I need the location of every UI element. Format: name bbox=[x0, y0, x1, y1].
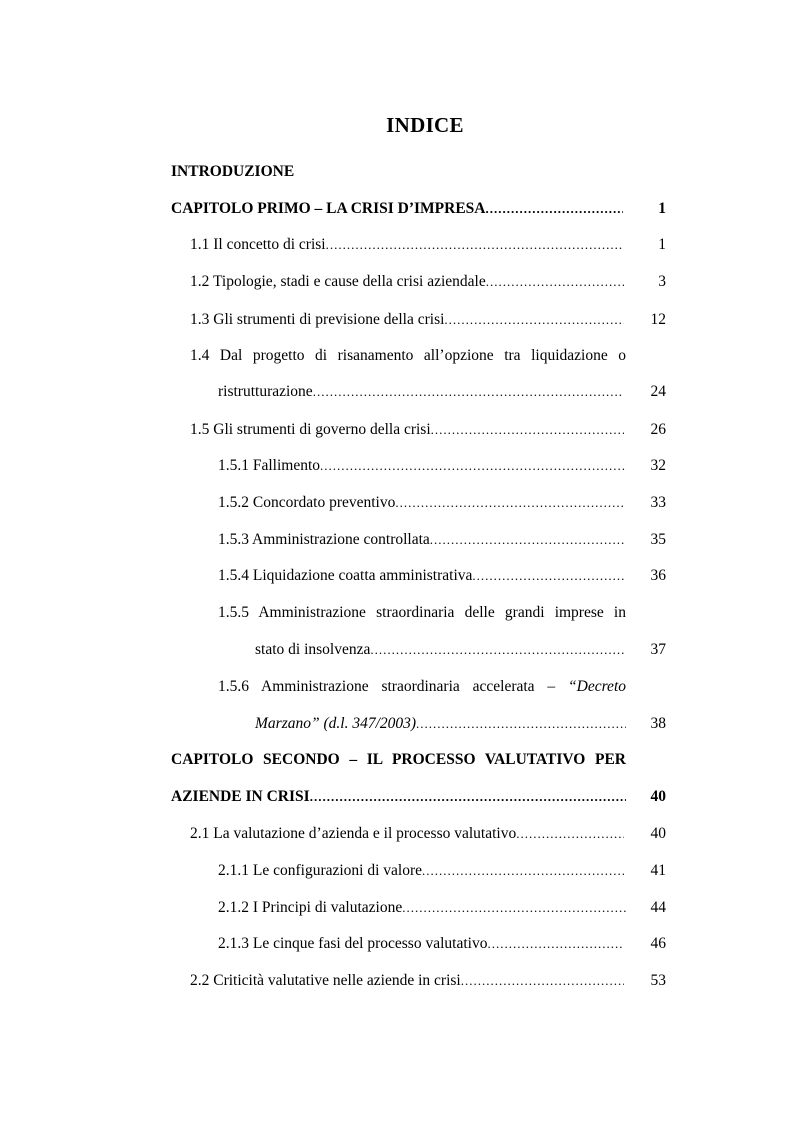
dot-leader bbox=[485, 201, 623, 217]
toc-entry-page: 35 bbox=[650, 531, 666, 548]
toc-entry-1-5-6-line1 bbox=[218, 678, 626, 696]
toc-chapter-2-line1: CAPITOLO SECONDO – IL PROCESSO VALUTATIVO PER bbox=[171, 751, 626, 768]
dot-leader bbox=[516, 826, 624, 842]
toc-entry-page: 26 bbox=[650, 421, 666, 438]
toc-entry-label: 1.5.4 Liquidazione coatta amministrativa bbox=[218, 567, 473, 584]
toc-entry-page: 24 bbox=[650, 383, 666, 400]
toc-entry-label: 2.1.2 I Principi di valutazione bbox=[218, 899, 403, 916]
toc-entry-1-1 bbox=[190, 236, 624, 258]
toc-entry-page: 41 bbox=[650, 862, 666, 879]
toc-entry-1-5-3 bbox=[218, 531, 624, 553]
toc-entry-1-5-1 bbox=[218, 457, 626, 479]
dot-leader bbox=[430, 532, 624, 548]
toc-introduction: INTRODUZIONE bbox=[171, 163, 295, 180]
toc-entry-page: 33 bbox=[650, 494, 666, 511]
dot-leader bbox=[402, 900, 626, 916]
toc-chapter-1-title: CAPITOLO PRIMO – LA CRISI D’IMPRESA bbox=[171, 200, 486, 217]
dot-leader bbox=[320, 458, 626, 474]
toc-entry-page: 36 bbox=[650, 567, 666, 584]
toc-entry-label: 2.2 Criticità valutative nelle aziende in crisi bbox=[190, 972, 461, 989]
toc-entry-label: 1.2 Tipologie, stadi e cause della crisi aziendale bbox=[190, 273, 486, 290]
toc-entry-1-3 bbox=[190, 311, 624, 333]
toc-entry-2-1-2 bbox=[218, 899, 626, 921]
toc-entry-page: 12 bbox=[650, 311, 666, 328]
toc-entry-1-5-5-line1: 1.5.5 Amministrazione straordinaria delle grandi imprese in bbox=[218, 604, 626, 621]
toc-entry-page: 1 bbox=[658, 236, 666, 253]
toc-entry-1-5-2 bbox=[218, 494, 624, 516]
dot-leader bbox=[487, 936, 624, 952]
toc-entry-page: 40 bbox=[650, 825, 666, 842]
toc-entry-2-1-3 bbox=[218, 935, 624, 957]
dot-leader bbox=[416, 716, 626, 732]
dot-leader bbox=[422, 863, 624, 879]
dot-leader bbox=[310, 789, 626, 805]
toc-chapter-2 bbox=[171, 788, 626, 810]
toc-entry-label-italic: “Decreto bbox=[568, 678, 626, 695]
toc-entry-page: 38 bbox=[650, 715, 666, 732]
toc-entry-1-5-5 bbox=[255, 641, 624, 663]
toc-entry-2-2 bbox=[190, 972, 624, 994]
dot-leader bbox=[486, 274, 624, 290]
toc-chapter-1 bbox=[171, 200, 623, 222]
toc-entry-label: ristrutturazione bbox=[218, 383, 313, 400]
toc-entry-label: 1.5.3 Amministrazione controllata bbox=[218, 531, 430, 548]
toc-chapter-2-page: 40 bbox=[650, 788, 666, 805]
dot-leader bbox=[472, 568, 626, 584]
dot-leader bbox=[431, 422, 624, 438]
toc-entry-label: 1.1 Il concetto di crisi bbox=[190, 236, 326, 253]
toc-entry-page: 37 bbox=[650, 641, 666, 658]
toc-entry-page: 32 bbox=[650, 457, 666, 474]
toc-entry-2-1 bbox=[190, 825, 624, 847]
toc-entry-label: 1.5.2 Concordato preventivo bbox=[218, 494, 396, 511]
toc-entry-1-2 bbox=[190, 273, 624, 295]
toc-entry-label: 2.1.3 Le cinque fasi del processo valutativo bbox=[218, 935, 488, 952]
toc-entry-1-5 bbox=[190, 421, 624, 443]
toc-entry-page: 3 bbox=[658, 273, 666, 290]
toc-entry-label: 1.5.6 Amministrazione straordinaria accelerata – bbox=[218, 678, 569, 695]
toc-chapter-2-title: AZIENDE IN CRISI bbox=[171, 788, 310, 805]
toc-entry-1-4-line1: 1.4 Dal progetto di risanamento all’opzione tra liquidazione o bbox=[190, 347, 626, 364]
toc-entry-page: 44 bbox=[650, 899, 666, 916]
dot-leader bbox=[461, 973, 624, 989]
dot-leader bbox=[326, 237, 624, 253]
page-title: INDICE bbox=[386, 113, 464, 137]
toc-entry-label: 1.5.1 Fallimento bbox=[218, 457, 321, 474]
toc-entry-label: Marzano” (d.l. 347/2003) bbox=[255, 715, 417, 732]
toc-entry-label: 2.1.1 Le configurazioni di valore bbox=[218, 862, 423, 879]
toc-entry-1-5-4 bbox=[218, 567, 626, 589]
toc-entry-1-5-6 bbox=[255, 715, 626, 737]
toc-entry-1-4 bbox=[218, 383, 623, 405]
dot-leader bbox=[370, 642, 624, 658]
toc-entry-label: 1.5 Gli strumenti di governo della crisi bbox=[190, 421, 431, 438]
dot-leader bbox=[313, 384, 623, 400]
dot-leader bbox=[395, 495, 624, 511]
toc-entry-label: 2.1 La valutazione d’azienda e il processo valutativo bbox=[190, 825, 517, 842]
toc-chapter-1-page: 1 bbox=[658, 200, 666, 217]
toc-entry-label: 1.3 Gli strumenti di previsione della crisi bbox=[190, 311, 445, 328]
toc-entry-label: stato di insolvenza bbox=[255, 641, 371, 658]
toc-entry-page: 46 bbox=[650, 935, 666, 952]
toc-entry-page: 53 bbox=[650, 972, 666, 989]
dot-leader bbox=[444, 312, 624, 328]
toc-entry-2-1-1 bbox=[218, 862, 624, 884]
